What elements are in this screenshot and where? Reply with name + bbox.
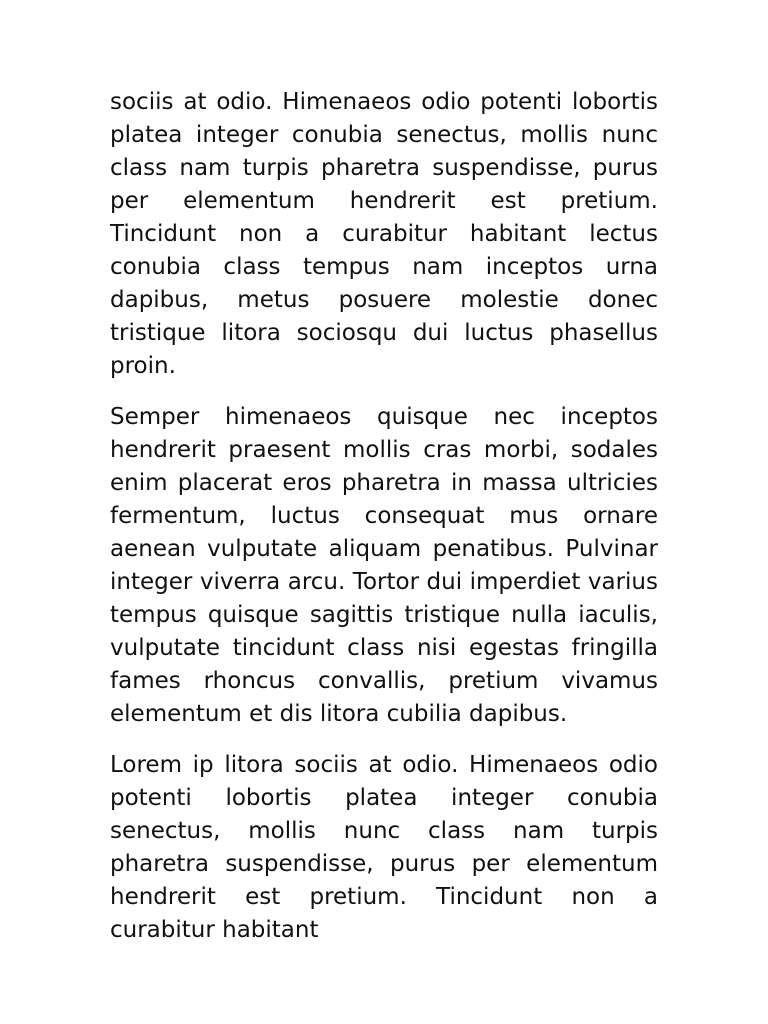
paragraph-2: Semper himenaeos quisque nec inceptos hendrerit praesent mollis cras morbi, sodales enim placerat eros pharetra in massa ultricies fermentum, luctus consequat mus ornare aenean vulputate aliquam penatibus. Pulvinar integer viverra arcu. Tortor dui imperdiet varius tempus quisque sagittis tristique nulla iaculis, vulputate tincidunt class nisi egestas fringilla fames rhoncus convallis, pretium vivamus elementum et dis litora cubilia dapibus. bbox=[110, 404, 658, 727]
paragraph-1: sociis at odio. Himenaeos odio potenti lobortis platea integer conubia senectus, mollis nunc class nam turpis pharetra suspendisse, purus per elementum hendrerit est pretium. Tincidunt non a curabitur habitant lectus conubia class tempus nam inceptos urna dapibus, metus posuere molestie donec tristique litora sociosqu dui luctus phasellus proin. bbox=[110, 89, 658, 379]
paragraph-3: Lorem ip litora sociis at odio. Himenaeos odio potenti lobortis platea integer conubia senectus, mollis nunc class nam turpis pharetra suspendisse, purus per elementum hendrerit est pretium. Tincidunt non a curabitur habitant bbox=[110, 752, 658, 943]
